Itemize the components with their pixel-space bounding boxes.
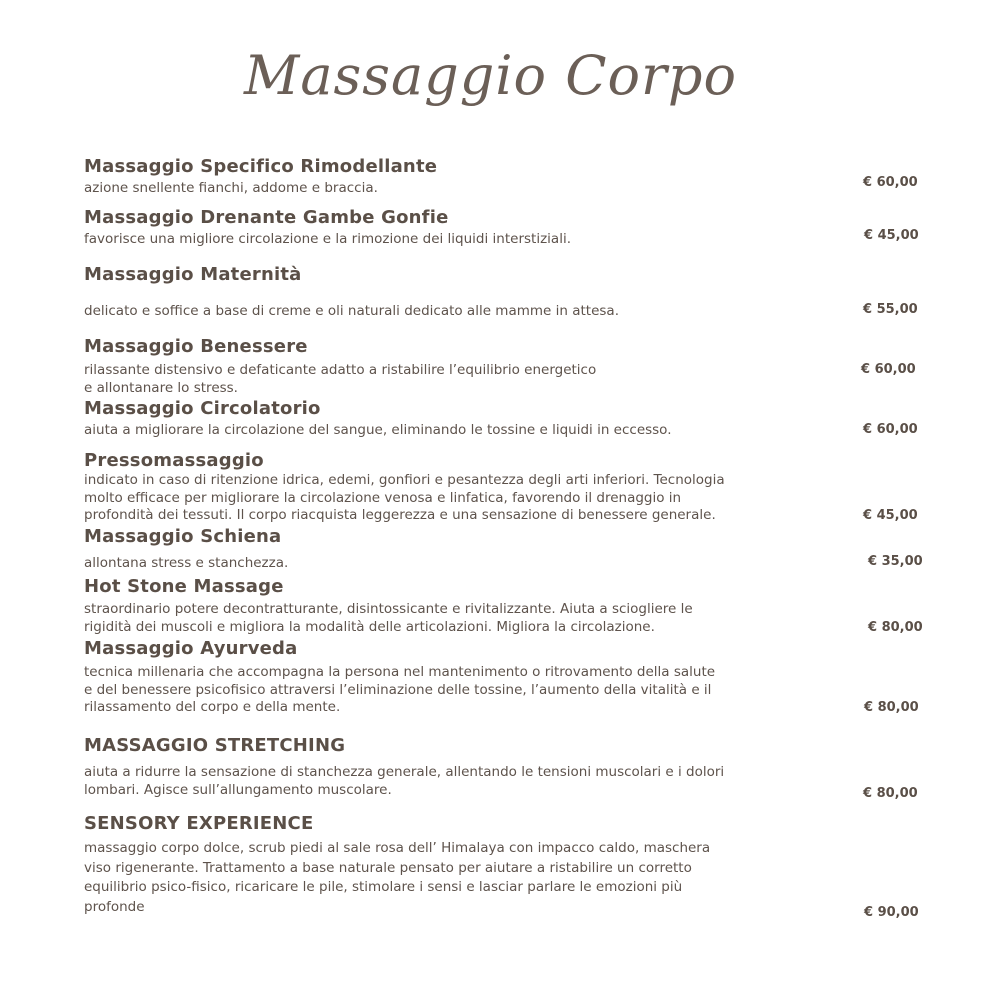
item-name: Massaggio Schiena bbox=[84, 526, 282, 547]
item-name: SENSORY EXPERIENCE bbox=[84, 813, 314, 834]
item-price: € 80,00 bbox=[863, 786, 918, 801]
item-description: rilassante distensivo e defaticante adatto a ristabilire l’equilibrio energetico e allontanare lo stress. bbox=[84, 362, 597, 396]
item-price: € 80,00 bbox=[868, 620, 923, 635]
item-price: € 45,00 bbox=[864, 228, 919, 243]
item-price: € 90,00 bbox=[864, 905, 919, 920]
item-description: indicato in caso di ritenzione idrica, edemi, gonfiori e pesantezza degli arti inferiori. Tecnologia molto efficace per migliorare la circolazione venosa e linfatica, favorendo il drenaggio in profondità dei tessuti. Il corpo riacquista leggerezza e una sensazione di benessere generale. bbox=[84, 472, 725, 523]
item-description: straordinario potere decontratturante, disintossicante e rivitalizzante. Aiuta a sciogliere le rigidità dei muscoli e migliora la modalità delle articolazioni. Migliora la circolazione. bbox=[84, 601, 693, 635]
item-price: € 55,00 bbox=[863, 302, 918, 317]
item-description: favorisce una migliore circolazione e la rimozione dei liquidi interstiziali. bbox=[84, 231, 571, 247]
item-price: € 45,00 bbox=[863, 508, 918, 523]
item-name: Massaggio Circolatorio bbox=[84, 398, 321, 419]
item-name: Massaggio Drenante Gambe Gonfie bbox=[84, 207, 449, 228]
item-name: Massaggio Specifico Rimodellante bbox=[84, 156, 438, 177]
item-price: € 60,00 bbox=[861, 362, 916, 377]
item-description: allontana stress e stanchezza. bbox=[84, 555, 289, 571]
item-description: aiuta a ridurre la sensazione di stanchezza generale, allentando le tensioni muscolari e i dolori lombari. Agisce sull’allungamento muscolare. bbox=[84, 764, 725, 798]
item-description: aiuta a migliorare la circolazione del sangue, eliminando le tossine e liquidi in eccesso. bbox=[84, 422, 672, 438]
item-price: € 60,00 bbox=[863, 175, 918, 190]
item-price: € 35,00 bbox=[868, 554, 923, 569]
item-name: Pressomassaggio bbox=[84, 450, 264, 471]
item-name: Massaggio Ayurveda bbox=[84, 638, 298, 659]
item-description: azione snellente fianchi, addome e braccia. bbox=[84, 180, 378, 196]
item-name: Massaggio Maternità bbox=[84, 264, 302, 285]
item-name: MASSAGGIO STRETCHING bbox=[84, 735, 346, 756]
item-description: massaggio corpo dolce, scrub piedi al sale rosa dell’ Himalaya con impacco caldo, maschera viso rigenerante. Trattamento a base naturale pensato per aiutare a ristabilire un corretto equilibrio psico-fisico, ricaricare le pile, stimolare i sensi e lasciar parlare le emozioni più profonde bbox=[84, 840, 711, 915]
page-title: Massaggio Corpo bbox=[244, 44, 737, 107]
item-description: tecnica millenaria che accompagna la persona nel mantenimento o ritrovamento della salute e del benessere psicofisico attraversi l’eliminazione delle tossine, l’aumento della vitalità e il rilassamento del corpo e della mente. bbox=[84, 664, 716, 715]
item-description: delicato e soffice a base di creme e oli naturali dedicato alle mamme in attesa. bbox=[84, 303, 619, 319]
item-name: Massaggio Benessere bbox=[84, 336, 308, 357]
item-price: € 80,00 bbox=[864, 700, 919, 715]
item-name: Hot Stone Massage bbox=[84, 576, 284, 597]
item-price: € 60,00 bbox=[863, 422, 918, 437]
